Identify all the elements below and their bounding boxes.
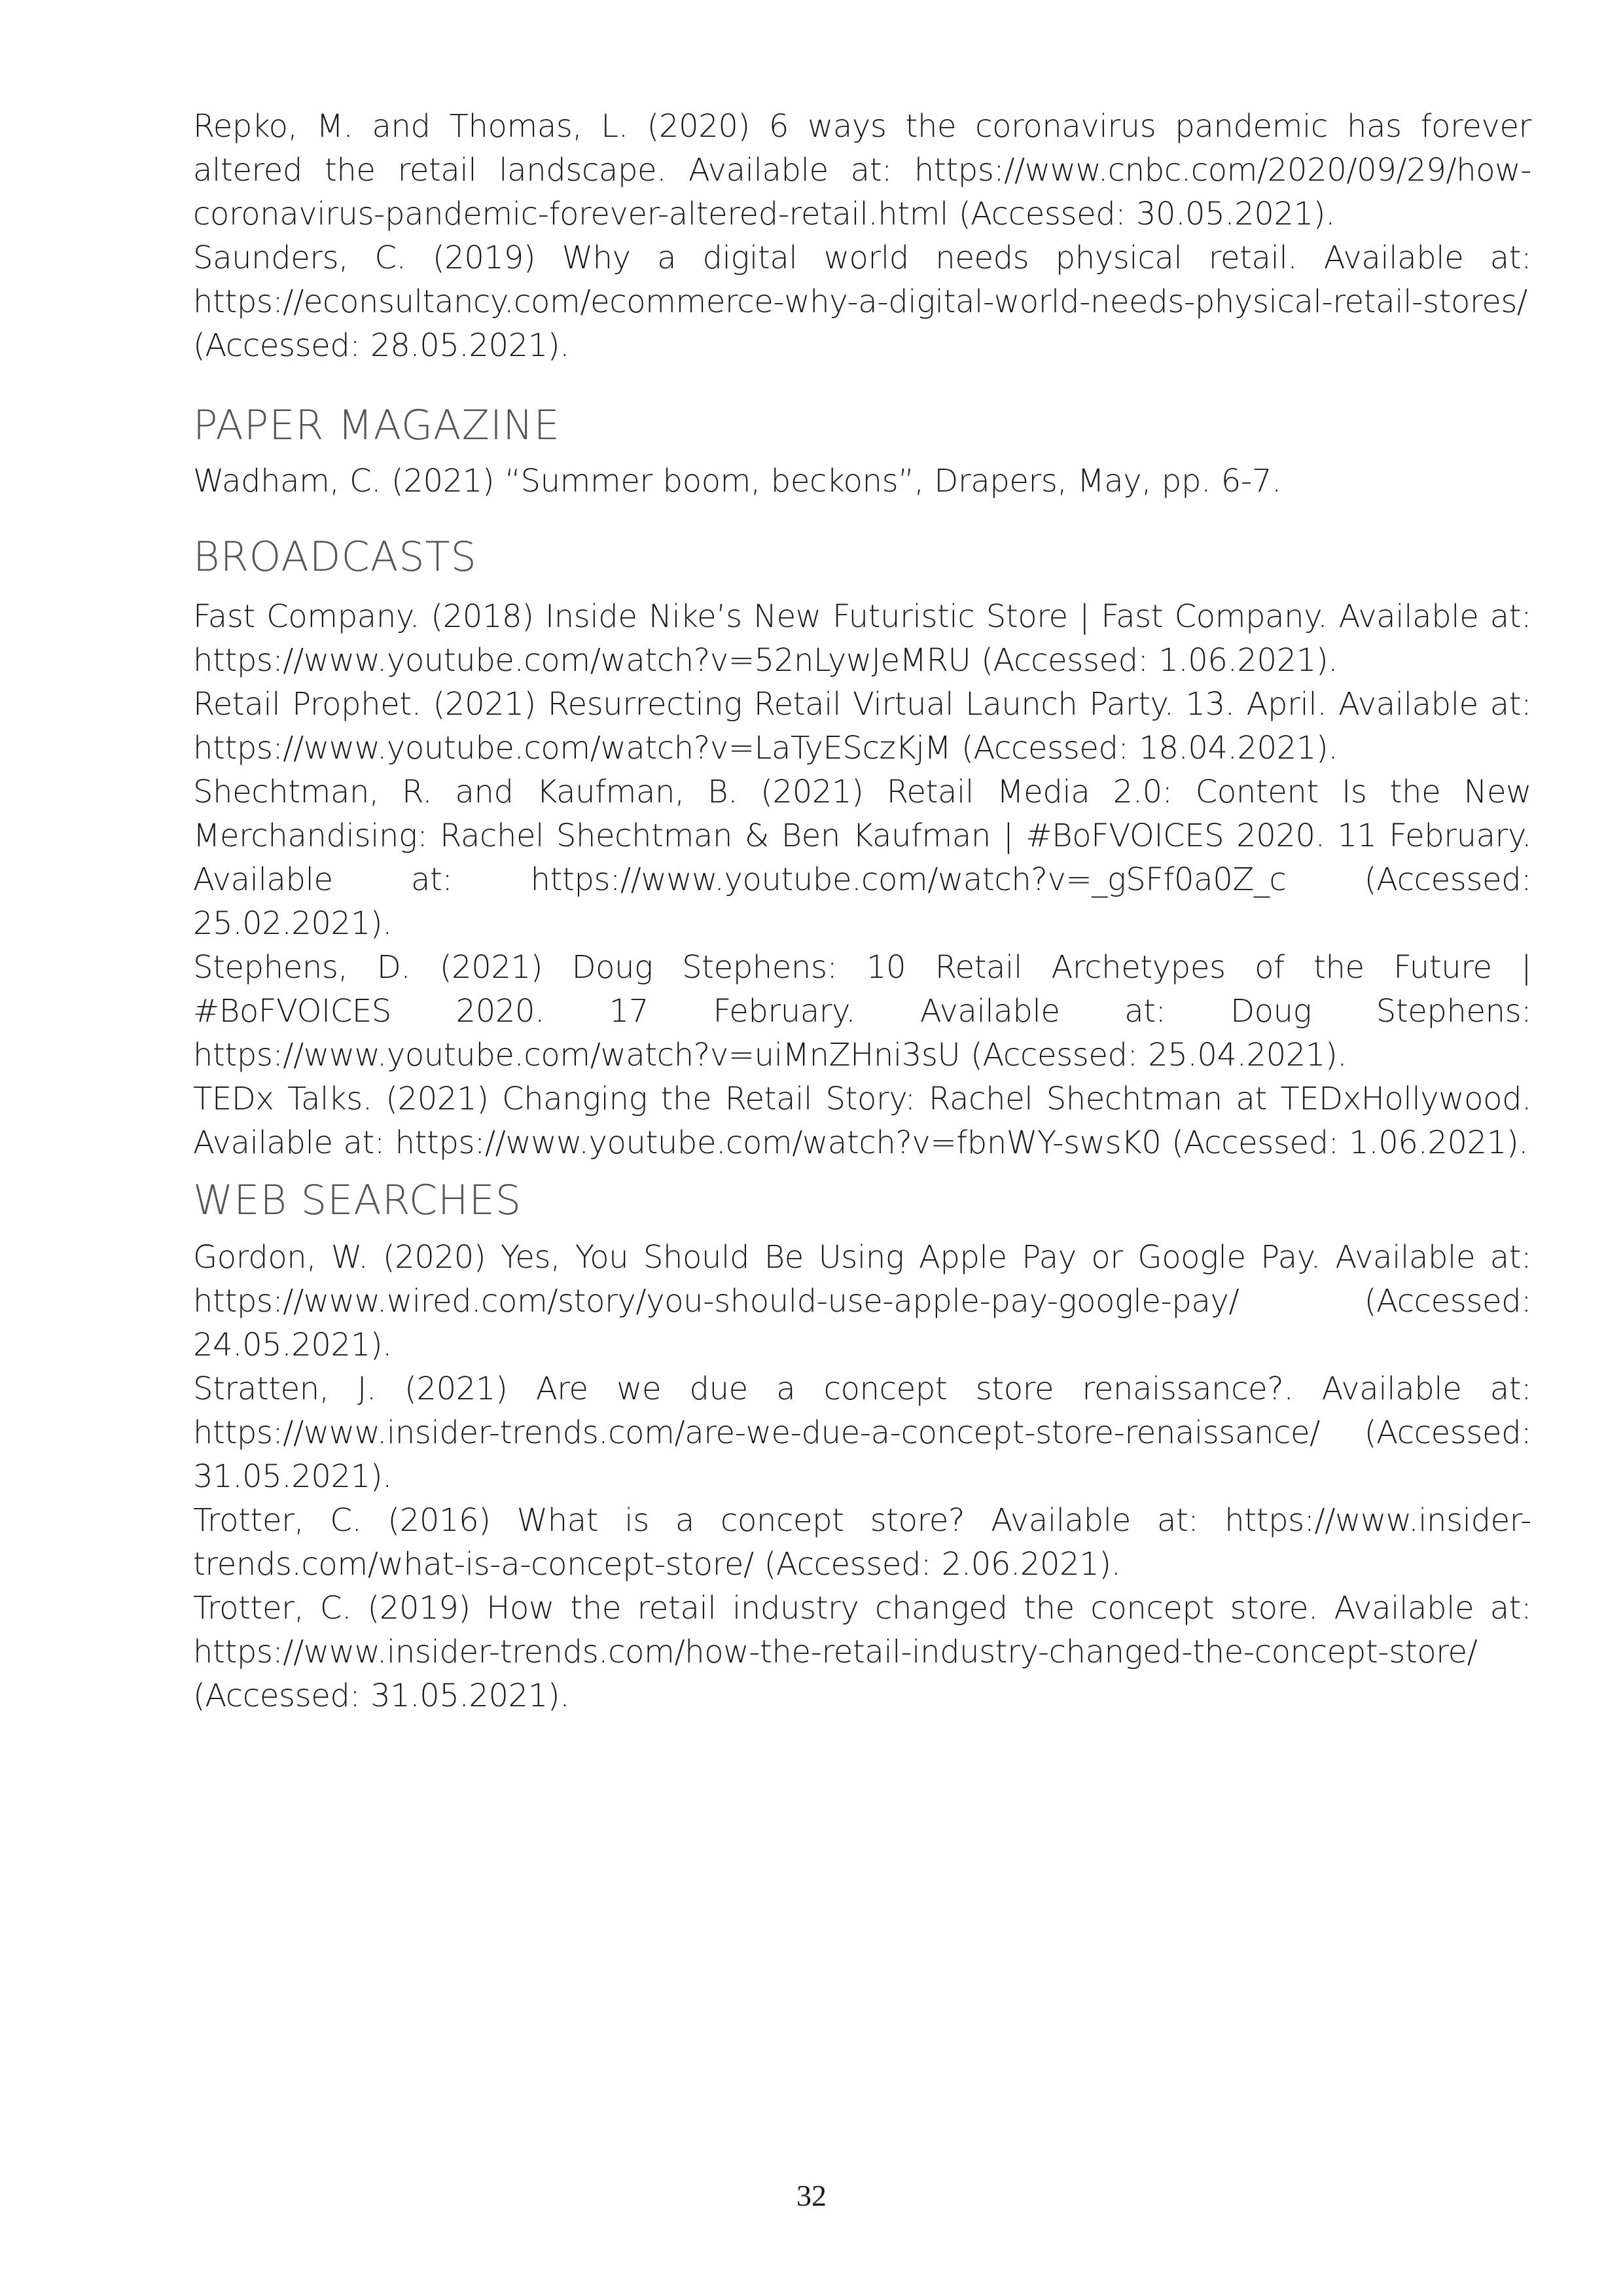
section-heading-paper-magazine: PAPER MAGAZINE — [193, 401, 560, 449]
section-heading-broadcasts: BROADCASTS — [193, 533, 477, 581]
section-heading-web-searches: WEB SEARCHES — [193, 1176, 522, 1224]
page-number: 32 — [796, 2179, 827, 2212]
reference-entry-gordon: Gordon, W. (2020) Yes, You Should Be Using Apple Pay or Google Pay. Available at: https://www.wired.com/story/you-should-use-apple-pay-google-pay/ (Accessed: 24.05.2021). — [193, 1239, 1531, 1363]
reference-entry-stratten: Stratten, J. (2021) Are we due a concept store renaissance?. Available at: https://www.insider-trends.com/are-we-due-a-concept-store-renaissance/ (Accessed: 31.05.2021). — [193, 1371, 1531, 1495]
reference-entry-shechtman: Shechtman, R. and Kaufman, B. (2021) Retail Media 2.0: Content Is the New Merchandising: Rachel Shechtman & Ben Kaufman | #BoFVOICES 2020. 11 February. Available at: https://www.youtube.com/watch?v=_gSFf0a0Z_c (Accessed: 25.02.2021). — [193, 774, 1531, 942]
reference-entry-saunders: Saunders, C. (2019) Why a digital world needs physical retail. Available at: https://econsultancy.com/ecommerce-why-a-digital-world-needs-physical-retail-stores/ (Accessed: 28.05.2021). — [193, 240, 1531, 364]
reference-entry-tedx: TEDx Talks. (2021) Changing the Retail Story: Rachel Shechtman at TEDxHollywood. Available at: https://www.youtube.com/watch?v=fbnWY-swsK0 (Accessed: 1.06.2021). — [193, 1081, 1531, 1161]
reference-entry-wadham: Wadham, C. (2021) “Summer boom, beckons”, Drapers, May, pp. 6-7. — [193, 463, 1281, 499]
reference-entry-retail-prophet: Retail Prophet. (2021) Resurrecting Retail Virtual Launch Party. 13. April. Available at: https://www.youtube.com/watch?v=LaTyESczKjM (Accessed: 18.04.2021). — [193, 686, 1531, 766]
reference-entry-fast-company: Fast Company. (2018) Inside Nike’s New Futuristic Store | Fast Company. Available at: https://www.youtube.com/watch?v=52nLywJeMRU (Accessed: 1.06.2021). — [193, 598, 1531, 679]
reference-entry-stephens: Stephens, D. (2021) Doug Stephens: 10 Retail Archetypes of the Future | #BoFVOICES 2020. 17 February. Available at: Doug Stephens: https://www.youtube.com/watch?v=uiMnZHni3sU (Accessed: 25.04.2021). — [193, 949, 1531, 1073]
reference-entry-trotter-2019: Trotter, C. (2019) How the retail industry changed the concept store. Available at: https://www.insider-trends.com/how-the-retail-industry-changed-the-concept-store/ (Accessed: 31.05.2021). — [193, 1590, 1531, 1714]
reference-entry-repko: Repko, M. and Thomas, L. (2020) 6 ways the coronavirus pandemic has forever altered the retail landscape. Available at: https://www.cnbc.com/2020/09/29/how-coronavirus-pandemic-forever-altered-retail.html (Accessed: 30.05.2021). — [193, 108, 1531, 232]
reference-list — [193, 105, 1531, 1718]
reference-entry-trotter-2016: Trotter, C. (2016) What is a concept store? Available at: https://www.insider-trends.com/what-is-a-concept-store/ (Accessed: 2.06.2021). — [193, 1502, 1531, 1583]
